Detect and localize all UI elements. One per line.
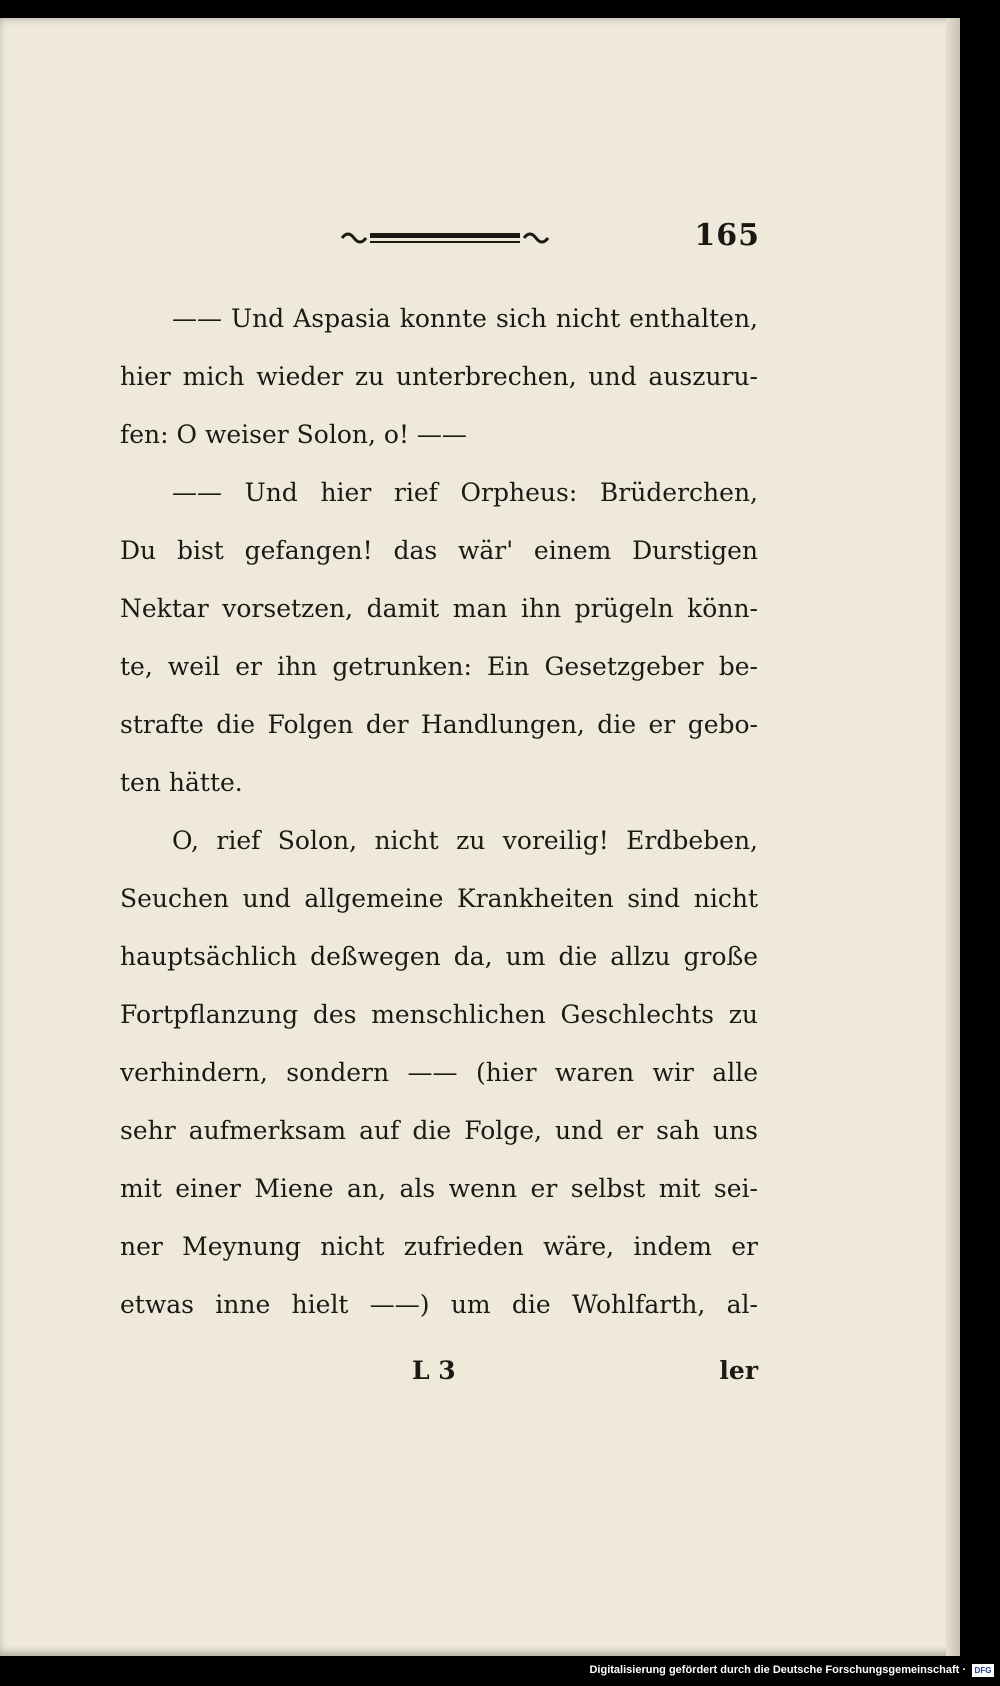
credit-bar: [0, 1656, 1000, 1686]
catchword: ler: [719, 1356, 758, 1385]
text-line: O, rief Solon, nicht zu voreilig! Erdbeben,: [172, 826, 758, 855]
credit-text: Digitalisierung gefördert durch die Deutsche Forschungsgemeinschaft ·: [589, 1664, 966, 1676]
page-footer: [120, 1356, 758, 1396]
text-line: verhindern, sondern —— (hier waren wir alle: [120, 1058, 758, 1087]
book-page: [0, 18, 960, 1656]
text-line: Du bist gefangen! das wär' einem Durstigen: [120, 536, 758, 565]
text-line: Seuchen und allgemeine Krankheiten sind nicht: [120, 884, 758, 913]
text-line: fen: O weiser Solon, o! ——: [120, 420, 467, 449]
page-header: [120, 218, 760, 258]
text-line: strafte die Folgen der Handlungen, die er gebo-: [120, 710, 758, 739]
text-line: ten hätte.: [120, 768, 243, 797]
signature-mark: L 3: [412, 1356, 456, 1385]
body-text: [120, 290, 758, 1334]
text-line: mit einer Miene an, als wenn er selbst mit sei-: [120, 1174, 758, 1203]
text-line: te, weil er ihn getrunken: Ein Gesetzgeber be-: [120, 652, 758, 681]
ornament-rule: [338, 226, 558, 248]
text-line: etwas inne hielt ——) um die Wohlfarth, al-: [120, 1290, 758, 1319]
text-line: Fortpflanzung des menschlichen Geschlechts zu: [120, 1000, 758, 1029]
text-line: hauptsächlich deßwegen da, um die allzu große: [120, 942, 758, 971]
text-line: —— Und hier rief Orpheus: Brüderchen,: [172, 478, 758, 507]
text-line: sehr aufmerksam auf die Folge, und er sah uns: [120, 1116, 758, 1145]
text-line: hier mich wieder zu unterbrechen, und auszuru-: [120, 362, 758, 391]
page-number: 165: [694, 218, 760, 253]
text-line: —— Und Aspasia konnte sich nicht enthalten,: [172, 304, 758, 333]
text-line: ner Meynung nicht zufrieden wäre, indem er: [120, 1232, 758, 1261]
text-line: Nektar vorsetzen, damit man ihn prügeln könn-: [120, 594, 758, 623]
dfg-logo-icon: DFG: [972, 1664, 994, 1677]
